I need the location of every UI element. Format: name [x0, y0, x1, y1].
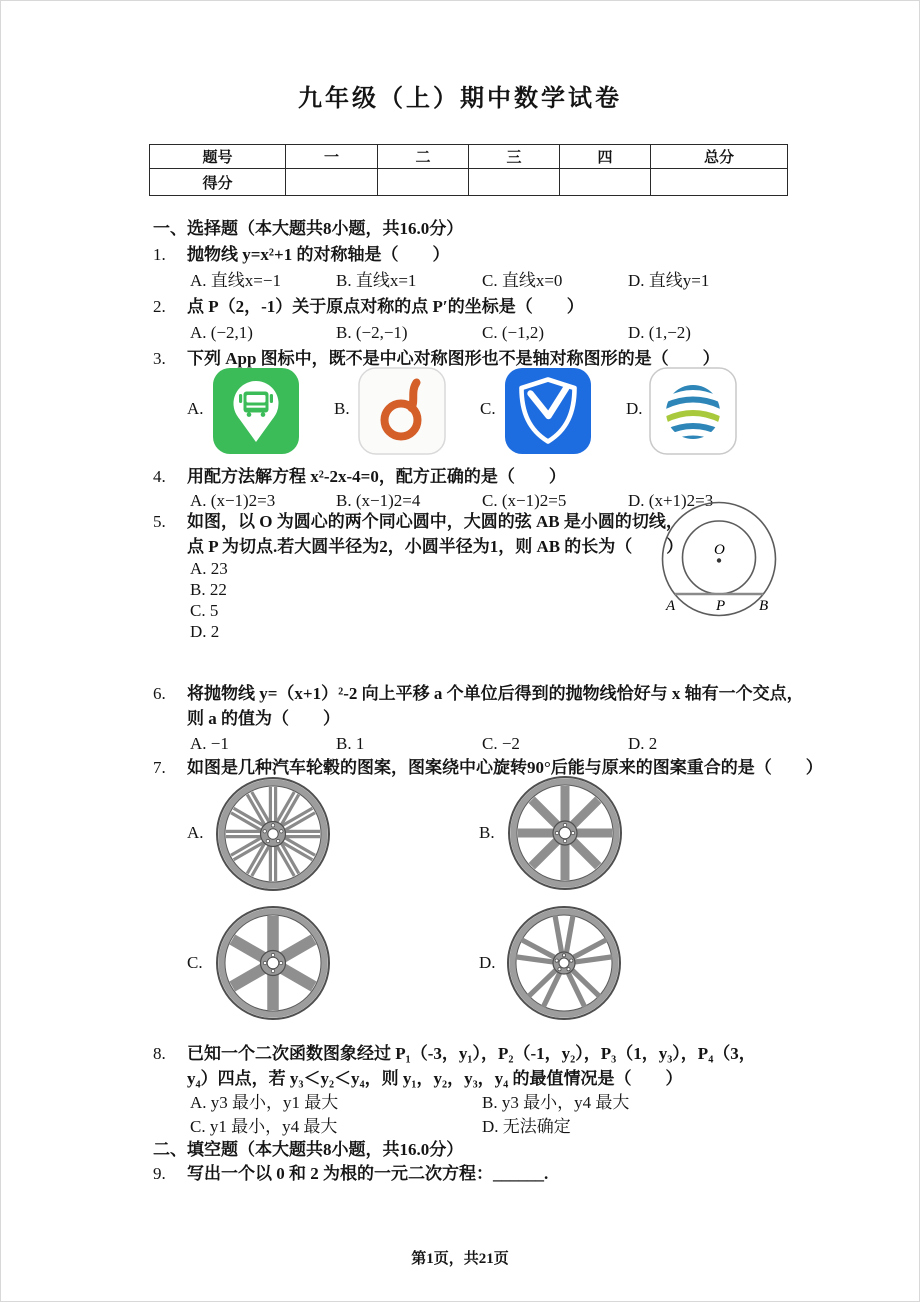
q7-label-b: B. — [479, 823, 495, 842]
question-2-options — [190, 323, 691, 343]
page-title: 九年级（上）期中数学试卷 — [298, 85, 622, 112]
bus-location-pin-icon — [212, 367, 300, 455]
question-9-stem: 写出一个以 0 和 2 为根的一元二次方程：______. — [187, 1164, 549, 1183]
q7-label-d: D. — [479, 953, 496, 972]
question-5-stem-line2: 点 P 为切点.若大圆半径为2，小圆半径为1，则 AB 的长为（ ） — [187, 537, 684, 556]
question-8-stem-line1: 已知一个二次函数图象经过 P₁（-3，y₁），P₂（-1，y₂），P₃（1，y₃），P₄（3， — [187, 1044, 756, 1063]
center-dot — [717, 558, 721, 562]
question-4 — [153, 467, 566, 487]
option-c: C. y1 最小，y4 最大 — [190, 1117, 338, 1136]
wheel-figure-c — [213, 903, 333, 1023]
concentric-circles-figure — [644, 498, 794, 628]
question-5-stem-line1: 如图，以 O 为圆心的两个同心圆中，大圆的弦 AB 是小圆的切线， — [187, 512, 683, 531]
option-b: B. 22 — [190, 580, 227, 599]
option-c: C. 直线x=0 — [482, 271, 563, 290]
question-6 — [153, 684, 804, 704]
score-header-cell: 四 — [560, 145, 651, 169]
option-b: B. 1 — [336, 734, 365, 753]
score-table — [149, 144, 788, 196]
question-8-stem-line2: y₄）四点，若 y₃＜y₂＜y₄，则 y₁，y₂，y₃，y₄ 的最值情况是（ ） — [187, 1069, 683, 1088]
question-9-number: 9. — [153, 1164, 166, 1183]
option-a: A. (x−1)2=3 — [190, 491, 276, 510]
wheel-figure-a — [213, 774, 333, 894]
question-3-number: 3. — [153, 349, 166, 368]
question-8-options-row1 — [190, 1093, 629, 1113]
score-header-cell: 三 — [469, 145, 560, 169]
flame-loop-icon — [358, 367, 446, 455]
question-5 — [153, 512, 683, 532]
option-d: D. (1,−2) — [628, 323, 691, 342]
score-header-cell: 一 — [286, 145, 378, 169]
question-6-stem-line1: 将抛物线 y=（x+1）²-2 向上平移 a 个单位后得到的抛物线恰好与 x 轴有一个交点， — [187, 684, 804, 703]
wheel-figure-b — [505, 773, 625, 893]
question-9 — [153, 1164, 548, 1184]
option-d: D. 2 — [628, 734, 658, 753]
question-5-number: 5. — [153, 512, 166, 531]
option-d: D. 直线y=1 — [628, 271, 710, 290]
footer-page-info: 第1页，共21页 — [411, 1251, 509, 1267]
shield-check-icon — [504, 367, 592, 455]
score-cell — [469, 169, 560, 196]
question-6-number: 6. — [153, 684, 166, 703]
option-a: A. −1 — [190, 734, 229, 753]
score-table-header-row — [150, 145, 788, 169]
tangent-label: P — [716, 598, 726, 614]
score-header-cell: 题号 — [150, 145, 286, 169]
option-c: C. (−1,2) — [482, 323, 544, 342]
score-header-cell: 二 — [378, 145, 469, 169]
question-1 — [153, 245, 449, 265]
center-label: O — [714, 542, 725, 558]
section-2-heading: 二、填空题（本大题共8小题，共16.0分） — [153, 1140, 464, 1159]
question-2-stem: 点 P（2，-1）关于原点对称的点 P′的坐标是（ ） — [187, 297, 584, 316]
question-1-stem: 抛物线 y=x²+1 的对称轴是（ ） — [187, 245, 450, 264]
question-2 — [153, 297, 584, 317]
question-3-stem: 下列 App 图标中，既不是中心对称图形也不是轴对称图形的是（ ） — [187, 349, 720, 368]
option-d: D. 2 — [190, 622, 220, 641]
option-b: B. 直线x=1 — [336, 271, 417, 290]
wheel-figure-d — [504, 903, 624, 1023]
score-cell — [651, 169, 788, 196]
score-table-value-row — [150, 169, 788, 196]
option-b: B. (−2,−1) — [336, 323, 408, 342]
score-row-label: 得分 — [150, 169, 286, 196]
question-1-options — [190, 271, 709, 291]
question-7-number: 7. — [153, 758, 166, 777]
option-a: A. 23 — [190, 559, 228, 578]
question-8-number: 8. — [153, 1044, 166, 1063]
question-3 — [153, 349, 720, 369]
question-6-options — [190, 734, 657, 754]
question-4-stem: 用配方法解方程 x²-2x-4=0，配方正确的是（ ） — [187, 467, 566, 486]
question-8-options-row2 — [190, 1117, 571, 1137]
option-a: A. 直线x=−1 — [190, 271, 281, 290]
question-8 — [153, 1044, 756, 1064]
option-c: C. −2 — [482, 734, 520, 753]
china-mobile-icon — [649, 367, 737, 455]
question-1-number: 1. — [153, 245, 166, 264]
q7-label-c: C. — [187, 953, 203, 972]
question-4-options — [190, 491, 713, 511]
option-c: C. (x−1)2=5 — [482, 491, 567, 510]
q7-label-a: A. — [187, 823, 204, 842]
question-7-stem: 如图是几种汽车轮毂的图案，图案绕中心旋转90°后能与原来的图案重合的是（ ） — [187, 758, 823, 777]
score-cell — [286, 169, 378, 196]
option-b: B. (x−1)2=4 — [336, 491, 421, 510]
question-2-number: 2. — [153, 297, 166, 316]
option-d: D. (x+1)2=3 — [628, 491, 714, 510]
q3-label-d: D. — [626, 399, 643, 418]
q3-label-c: C. — [480, 399, 496, 418]
option-a: A. (−2,1) — [190, 323, 253, 342]
right-label: B — [759, 598, 769, 614]
option-b: B. y3 最小，y4 最大 — [482, 1093, 630, 1112]
section-1-heading: 一、选择题（本大题共8小题，共16.0分） — [153, 219, 464, 238]
score-header-cell: 总分 — [651, 145, 788, 169]
option-a: A. y3 最小，y1 最大 — [190, 1093, 339, 1112]
option-c: C. 5 — [190, 601, 219, 620]
option-d: D. 无法确定 — [482, 1117, 571, 1136]
q3-label-a: A. — [187, 399, 204, 418]
score-cell — [560, 169, 651, 196]
question-6-stem-line2: 则 a 的值为（ ） — [187, 709, 340, 728]
question-4-number: 4. — [153, 467, 166, 486]
score-cell — [378, 169, 469, 196]
q3-label-b: B. — [334, 399, 350, 418]
left-label: A — [666, 598, 676, 614]
